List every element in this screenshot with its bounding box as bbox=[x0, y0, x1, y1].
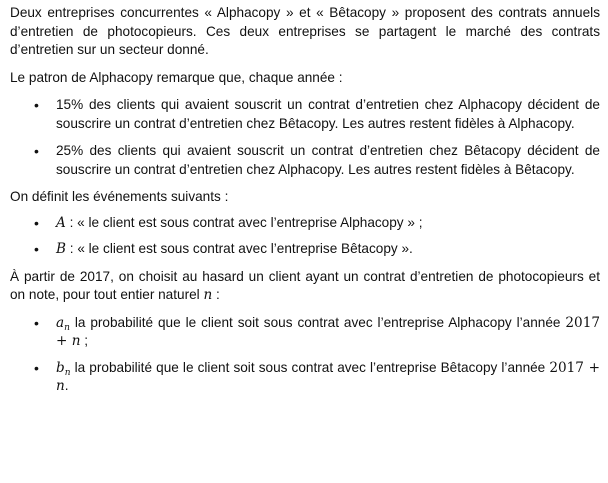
prob-text: la probabilité que le client soit sous contrat avec l’entreprise Alphacopy l’année bbox=[69, 314, 566, 330]
prob-expr-var: n bbox=[56, 378, 65, 394]
event-text: : « le client est sous contrat avec l’entreprise Bêtacopy ». bbox=[66, 241, 413, 256]
probabilities-list bbox=[10, 314, 600, 396]
patron-paragraph: Le patron de Alphacopy remarque que, chaque année : bbox=[10, 69, 343, 85]
events-intro-paragraph: On définit les événements suivants : bbox=[10, 189, 229, 204]
prob-expr-var: n bbox=[71, 333, 81, 349]
bullet-icon: • bbox=[34, 143, 39, 159]
bullet-icon: • bbox=[34, 314, 39, 331]
bullet-icon: • bbox=[34, 241, 39, 257]
event-text: : « le client est sous contrat avec l’entreprise Alphacopy » ; bbox=[65, 214, 423, 230]
list-item bbox=[10, 359, 600, 396]
list-item bbox=[10, 96, 600, 133]
prob-subscript: n bbox=[64, 367, 71, 378]
intro-paragraph: Deux entreprises concurrentes « Alphacopy » et « Bêtacopy » proposent des contrats annuels d’entretien de photocopieurs. Ces deux entreprises se partagent le marché des contrats d’entretien sur un secteur donné. bbox=[10, 5, 600, 57]
event-symbol: A bbox=[56, 214, 66, 231]
prob-subscript: n bbox=[64, 322, 70, 333]
prob-expr: 2017 + bbox=[549, 359, 600, 376]
list-item bbox=[10, 314, 600, 351]
remark-text: 15% des clients qui avaient souscrit un contrat d’entretien chez Alphacopy décident de souscrire un contrat d’entretien chez Bêtacopy. Les autres restent fidèles à Alphacopy. bbox=[56, 97, 600, 131]
bullet-icon: • bbox=[34, 214, 39, 231]
events-list bbox=[10, 214, 600, 259]
list-item bbox=[10, 214, 600, 233]
prob-end: . bbox=[64, 378, 69, 393]
prob-symbol: b bbox=[56, 359, 65, 376]
list-item bbox=[10, 240, 600, 259]
remark-text: 25% des clients qui avaient souscrit un contrat d’entretien chez Bêtacopy décident de souscrire un contrat d’entretien chez Alphacopy. Les autres restent fidèles à Bêtacopy. bbox=[56, 143, 600, 177]
from-2017-text: À partir de 2017, on choisit au hasard un client ayant un contrat d’entretien de photocopieurs et on note, pour tout entier naturel bbox=[10, 268, 600, 302]
prob-expr: 2017 + bbox=[56, 314, 600, 349]
n-suffix: : bbox=[212, 287, 220, 302]
bullet-icon: • bbox=[34, 97, 39, 113]
remarks-list bbox=[10, 96, 600, 179]
prob-symbol: a bbox=[56, 314, 65, 331]
event-symbol: B bbox=[56, 241, 66, 257]
prob-end: ; bbox=[80, 333, 89, 348]
n-symbol: n bbox=[203, 287, 213, 303]
list-item bbox=[10, 142, 600, 179]
from-2017-paragraph bbox=[10, 268, 600, 305]
prob-text: la probabilité que le client soit sous contrat avec l’entreprise Bêtacopy l’année bbox=[70, 359, 550, 375]
bullet-icon: • bbox=[34, 359, 39, 376]
